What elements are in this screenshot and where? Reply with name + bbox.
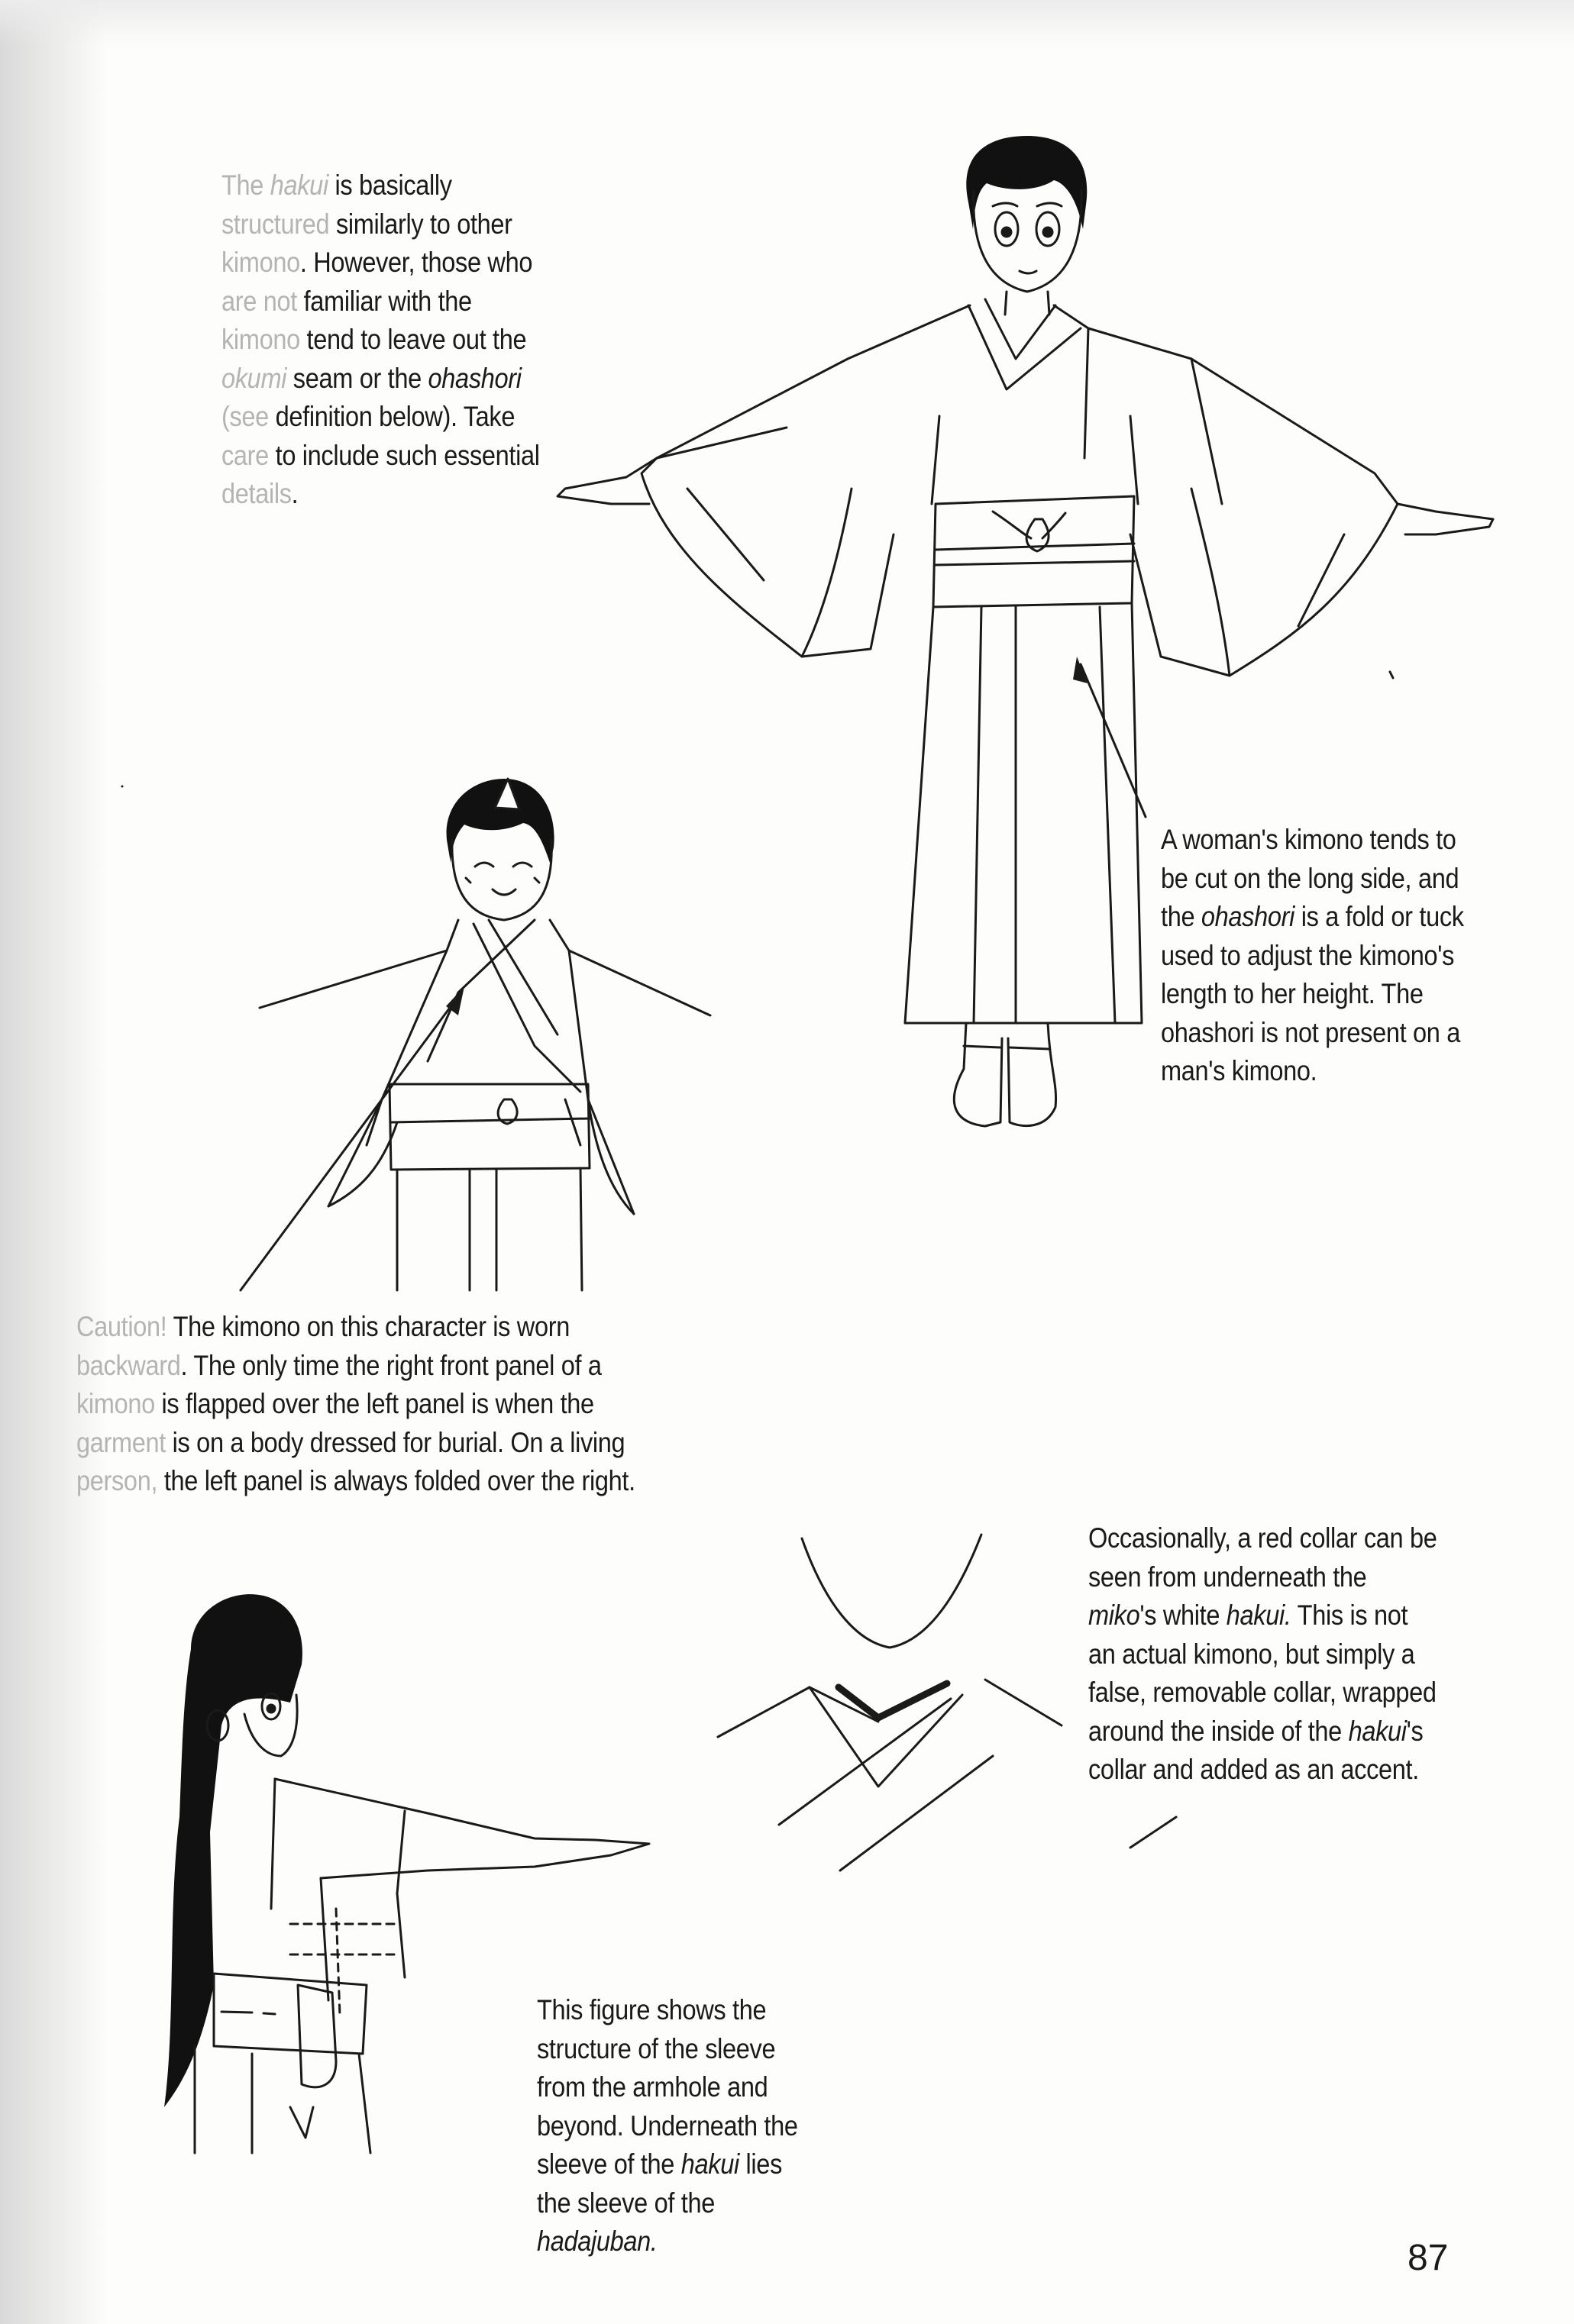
sleeve-structure-caption xyxy=(537,1991,798,2261)
caption-text: familiar with the xyxy=(296,285,472,317)
caption-text: is a fold or tuck xyxy=(1294,901,1464,932)
caption-line xyxy=(537,2107,798,2146)
caption-text: . The only time the right front panel of a xyxy=(180,1349,602,1381)
caption-line xyxy=(1161,937,1464,976)
caption-line xyxy=(221,244,540,282)
caption-text: kimono xyxy=(76,1388,155,1419)
caption-text: person, xyxy=(76,1465,158,1496)
italic-term: ohashori xyxy=(1201,901,1294,932)
caption-text: Caution! xyxy=(76,1311,167,1342)
caption-text: structure of the sleeve xyxy=(537,2032,776,2064)
caption-text: tend to leave out the xyxy=(299,324,527,355)
caption-line xyxy=(221,437,540,476)
caption-line xyxy=(537,2145,798,2184)
caption-text: sleeve of the xyxy=(537,2148,681,2180)
caption-line xyxy=(1088,1596,1437,1635)
caption-line xyxy=(1161,1052,1464,1091)
caption-text: seam or the xyxy=(286,362,428,394)
caption-text: used to adjust the kimono's xyxy=(1161,939,1455,971)
caption-line xyxy=(221,475,540,514)
caption-text: 's xyxy=(1406,1715,1424,1747)
caption-text: Occasionally, a red collar can be xyxy=(1088,1522,1437,1554)
italic-term: hakui xyxy=(680,2148,739,2180)
caption-line xyxy=(537,2222,798,2261)
caption-line xyxy=(76,1308,635,1347)
woman-feet xyxy=(954,1023,1055,1126)
italic-term: hakui. xyxy=(1226,1599,1291,1631)
caption-text: similarly to other xyxy=(329,208,512,240)
caption-text: lies xyxy=(739,2148,783,2180)
caption-line xyxy=(1161,1014,1464,1053)
girl-hair xyxy=(164,1594,302,2107)
caption-line xyxy=(1088,1635,1437,1674)
caption-line xyxy=(1161,860,1464,899)
boy-obi xyxy=(389,1084,590,1170)
woman-obi xyxy=(933,496,1134,607)
caption-text: is basically xyxy=(328,169,452,201)
red-collar-caption xyxy=(1088,1519,1437,1790)
caption-text: the xyxy=(1161,901,1201,932)
caption-line xyxy=(1088,1674,1437,1712)
caption-text: are not xyxy=(221,285,297,317)
caption-line xyxy=(537,2030,798,2069)
caption-text: to include such essential xyxy=(268,439,540,471)
caption-line xyxy=(76,1424,635,1463)
caption-text: seen from underneath the xyxy=(1088,1561,1367,1593)
caption-text: around the inside of the xyxy=(1088,1715,1349,1747)
caution-caption xyxy=(76,1308,635,1501)
caption-text: This figure shows the xyxy=(537,1994,767,2025)
caption-text: 's white xyxy=(1139,1599,1227,1631)
caption-text: an actual kimono, but simply a xyxy=(1088,1638,1415,1670)
caption-line xyxy=(221,360,540,399)
italic-term: ohashori xyxy=(428,362,522,394)
caption-text: care xyxy=(221,439,269,471)
caption-text: garment xyxy=(76,1426,166,1458)
caption-line xyxy=(221,398,540,437)
caption-text: beyond. Underneath the xyxy=(537,2109,798,2142)
caption-line xyxy=(221,282,540,321)
caption-text: be cut on the long side, and xyxy=(1161,862,1459,894)
caption-line xyxy=(1161,898,1464,937)
woman-face xyxy=(974,191,1081,292)
italic-term: hadajuban. xyxy=(537,2226,658,2257)
caption-text: kimono xyxy=(221,247,300,278)
boy-hair xyxy=(447,779,554,863)
caption-line xyxy=(1161,975,1464,1014)
caption-line xyxy=(221,205,540,244)
caption-text: structured xyxy=(221,208,330,240)
caption-text: is flapped over the left panel is when the xyxy=(154,1388,594,1419)
caption-text: (see xyxy=(221,401,269,432)
woman-right-hand xyxy=(1398,504,1493,534)
caption-text: man's kimono. xyxy=(1161,1055,1317,1086)
hakui-intro-caption xyxy=(221,166,540,514)
caption-line xyxy=(1088,1712,1437,1751)
caption-text: ohashori is not present on a xyxy=(1161,1016,1460,1048)
caption-line xyxy=(1088,1519,1437,1558)
caption-text: collar and added as an accent. xyxy=(1088,1754,1419,1785)
caption-line xyxy=(76,1385,635,1424)
caption-text: . However, those who xyxy=(299,247,533,278)
caption-line xyxy=(76,1462,635,1501)
caption-text: the sleeve of the xyxy=(537,2187,715,2219)
collar-pointer xyxy=(241,996,458,1290)
caption-text: This is not xyxy=(1291,1599,1408,1631)
caption-line xyxy=(1088,1558,1437,1597)
caption-text: details xyxy=(221,478,292,509)
caption-text: A woman's kimono tends to xyxy=(1161,824,1456,855)
caption-line xyxy=(221,321,540,360)
caption-text: is on a body dressed for burial. On a living xyxy=(165,1426,625,1458)
woman-hair xyxy=(966,136,1087,229)
caption-text: definition below). Take xyxy=(268,401,516,432)
italic-term: hakui xyxy=(1348,1715,1407,1747)
woman-left-hand xyxy=(558,458,657,504)
italic-term: okumi xyxy=(221,362,287,394)
caption-line xyxy=(76,1347,635,1386)
caption-text: kimono xyxy=(221,324,300,355)
caption-text: false, removable collar, wrapped xyxy=(1088,1677,1437,1708)
caption-text: backward xyxy=(76,1349,181,1381)
caption-text: the left panel is always folded over the right. xyxy=(157,1465,635,1496)
caption-line xyxy=(221,166,540,205)
caption-line xyxy=(537,1991,798,2030)
caption-line xyxy=(537,2184,798,2223)
caption-text: from the armhole and xyxy=(537,2071,768,2103)
caption-text: length to her height. The xyxy=(1161,978,1424,1009)
caption-text: . xyxy=(291,478,299,509)
caption-line xyxy=(537,2068,798,2107)
italic-term: hakui xyxy=(270,169,328,201)
page-number: 87 xyxy=(1408,2238,1449,2278)
backward-kimono-figure xyxy=(241,779,710,1290)
ohashori-caption xyxy=(1161,821,1464,1091)
caption-text: The kimono on this character is worn xyxy=(166,1311,570,1342)
caption-line xyxy=(1161,821,1464,860)
caption-text: The xyxy=(221,169,270,201)
caption-line xyxy=(1088,1751,1437,1790)
italic-term: miko xyxy=(1088,1599,1140,1631)
